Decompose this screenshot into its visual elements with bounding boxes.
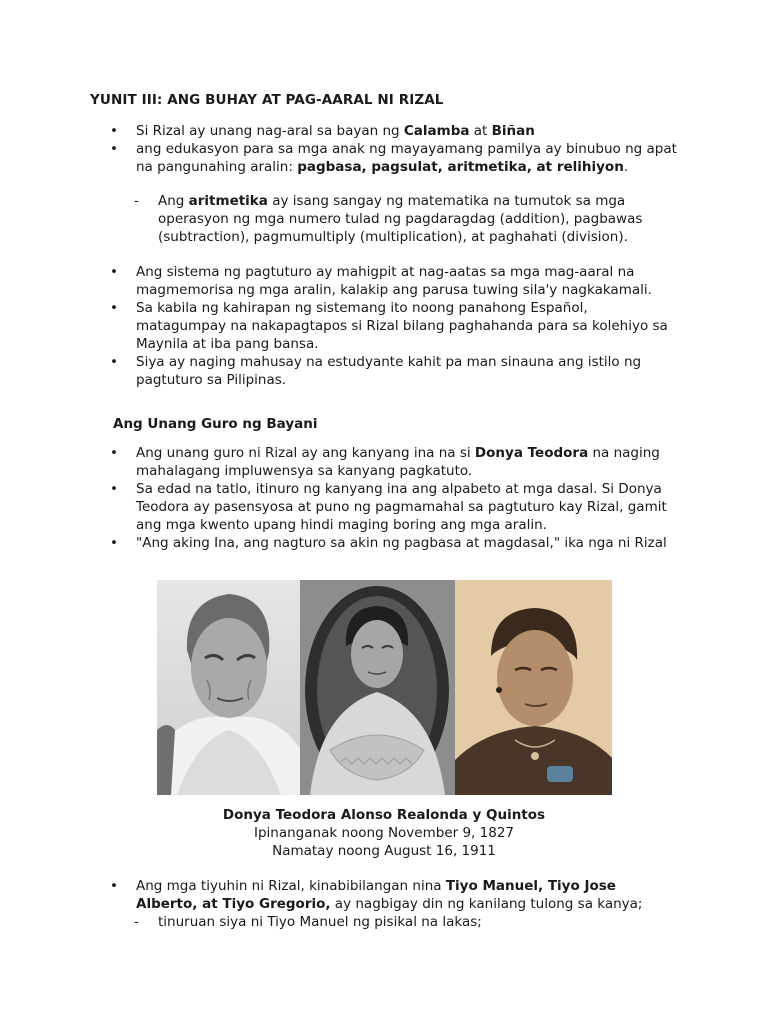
bullet-icon: • [110, 878, 118, 894]
list-item: • Siya ay naging mahusay na estudyante kahit pa man sinauna ang istilo ng pagtuturo sa Pilipinas. [110, 354, 642, 388]
page-title: YUNIT III: ANG BUHAY AT PAG-AARAL NI RIZAL [90, 92, 444, 108]
section-heading: Ang Unang Guro ng Bayani [113, 416, 318, 432]
caption-born: Ipinanganak noong November 9, 1827 [253, 825, 514, 841]
bullet-icon: • [110, 264, 118, 280]
system-bullet-list [110, 263, 680, 389]
list-item: • Ang unang guro ni Rizal ay ang kanyang ina na si Donya Teodora na naging mahalagang impluwensya sa kanyang pagkatuto. [110, 445, 660, 479]
dash-icon: - [134, 193, 139, 209]
portrait-photo-oval [300, 580, 455, 795]
list-item: • Ang sistema ng pagtuturo ay mahigpit at nag-aatas sa mga mag-aaral na magmemorisa ng mga aralin, kalakip ang parusa tuwing sila'y nagkakamali. [110, 264, 652, 298]
list-item: • Si Rizal ay unang nag-aral sa bayan ng Calamba at Biñan [110, 123, 535, 139]
dash-icon: - [134, 914, 139, 930]
photo-caption [0, 806, 768, 860]
bullet-icon: • [110, 445, 118, 461]
intro-bullet-list [110, 122, 680, 176]
list-item: • ang edukasyon para sa mga anak ng mayayamang pamilya ay binubuo ng apat na pangunahing aralin: pagbasa, pagsulat, aritmetika, at relihiyon. [110, 141, 677, 175]
bullet-icon: • [110, 141, 118, 157]
uncle-manuel-subitem: - tinuruan siya ni Tiyo Manuel ng pisikal na lakas; [134, 914, 482, 930]
bullet-icon: • [110, 300, 118, 316]
list-item: • Ang mga tiyuhin ni Rizal, kinabibilangan nina Tiyo Manuel, Tiyo Jose Alberto, at Tiyo Gregorio, ay nagbigay din ng kanilang tulong sa kanya; [110, 878, 643, 912]
portrait-photos [157, 580, 612, 795]
teacher-bullet-list [110, 444, 680, 552]
caption-name: Donya Teodora Alonso Realonda y Quintos [222, 807, 546, 823]
bullet-icon: • [110, 354, 118, 370]
portrait-photo-elderly [157, 580, 300, 795]
portrait-photo-sepia [455, 580, 612, 795]
caption-died: Namatay noong August 16, 1911 [272, 843, 496, 859]
uncles-bullet-list [110, 877, 680, 913]
bullet-icon: • [110, 535, 118, 551]
list-item: • "Ang aking Ina, ang nagturo sa akin ng pagbasa at magdasal," ika nga ni Rizal [110, 535, 667, 551]
bullet-icon: • [110, 123, 118, 139]
list-item: • Sa edad na tatlo, itinuro ng kanyang ina ang alpabeto at mga dasal. Si Donya Teodora ay pasensyosa at puno ng pagmamahal sa pagtuturo kay Rizal, gamit ang mga kwento upang hindi maging boring ang mga aralin. [110, 481, 667, 533]
bullet-icon: • [110, 481, 118, 497]
list-item: • Sa kabila ng kahirapan ng sistemang ito noong panahong Español, matagumpay na nakapagtapos si Rizal bilang paghahanda para sa kolehiyo sa Maynila at iba pang bansa. [110, 300, 668, 352]
aritmetika-subitem: - Ang aritmetika ay isang sangay ng matematika na tumutok sa mga operasyon ng mga numero tulad ng pagdaragdag (addition), pagbawas (subtraction), pagmumultiply (multiplication), at paghahati (division). [134, 193, 643, 245]
